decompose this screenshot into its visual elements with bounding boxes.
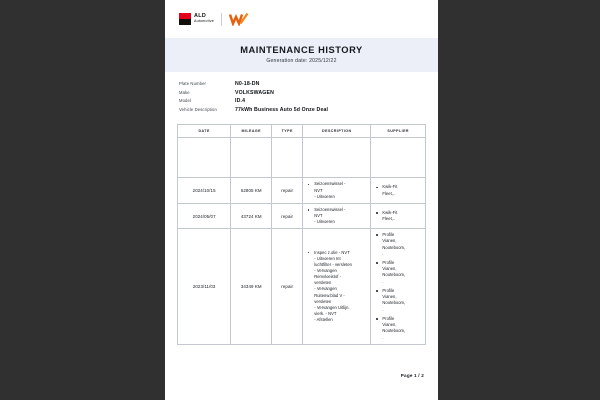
supplier-line: Profile	[382, 316, 395, 322]
vehicle-info-label: Plate Number	[179, 81, 207, 86]
description-line: - Uitvoeren Int	[314, 255, 341, 261]
supplier-bullet-item	[374, 288, 423, 313]
table-row[interactable]	[178, 229, 426, 344]
supplier-line: Profile	[382, 260, 395, 266]
supplier-line: Profile	[382, 232, 395, 238]
column-header[interactable]: MILEAGE	[231, 125, 272, 138]
description-line: Ruitenw.blad V -	[314, 292, 345, 298]
generation-date: Generation date: 2025/12/22	[266, 58, 337, 64]
cell-supplier	[371, 178, 426, 203]
vehicle-info-row	[179, 98, 438, 104]
table-row[interactable]	[178, 178, 426, 203]
supplier-bullet-item	[374, 184, 423, 196]
brand-logo-bar	[165, 0, 438, 38]
description-line: - Uitvoeren	[314, 219, 335, 225]
column-header[interactable]: SUPPLIER	[371, 125, 426, 138]
logo-divider	[221, 13, 222, 26]
supplier-line: Nooteboom,	[382, 244, 406, 250]
cell-date: 2024/05/07	[178, 203, 231, 228]
supplier-line: Nooteboom,	[382, 300, 406, 306]
description-line: Remvloeistof -	[314, 274, 342, 280]
description-line: - Uitvoeren	[314, 193, 335, 199]
description-line: vierk. - NVT	[314, 310, 337, 316]
document-title-band	[165, 38, 438, 72]
cell-type: repair	[272, 229, 303, 344]
description-line: luchtfilter - versleten	[314, 261, 352, 267]
table-body	[178, 138, 426, 344]
maintenance-history-table	[177, 124, 426, 344]
description-line: NVT	[314, 212, 323, 218]
cell-date: 2024/10/15	[178, 178, 231, 203]
supplier-line: Fleet,..	[382, 216, 396, 221]
supplier-line: Nooteboom,	[382, 328, 406, 334]
vehicle-info-row	[179, 81, 438, 87]
cell-mileage: 52805 KM	[231, 178, 272, 203]
vehicle-info-label: Make	[179, 89, 190, 95]
cell-type	[272, 138, 303, 178]
supplier-line: Profile	[382, 288, 395, 294]
vehicle-info-row	[179, 107, 438, 113]
vehicle-info-row	[179, 90, 438, 96]
description-line: Seizoenswissel -	[314, 181, 346, 187]
description-line: - Vervangen	[314, 268, 337, 273]
description-line: - Vervangen Uitlijn.	[314, 304, 350, 310]
description-bullet-list	[306, 181, 368, 199]
column-header[interactable]: DATE	[178, 125, 231, 138]
table-header	[178, 125, 426, 138]
vehicle-info-value: ID.4	[235, 98, 246, 105]
table-header-row	[178, 125, 426, 138]
cell-mileage: 34349 KM	[231, 229, 272, 344]
supplier-bullet-item	[374, 260, 423, 285]
supplier-bullet-list	[374, 210, 423, 222]
description-bullet-list	[306, 207, 368, 225]
supplier-bullet-item	[374, 210, 423, 222]
cell-supplier	[371, 203, 426, 228]
cell-mileage	[231, 138, 272, 178]
description-bullet-item	[306, 181, 368, 199]
supplier-bullet-item	[374, 316, 423, 341]
supplier-line: Kwik-Fit	[382, 184, 398, 190]
ald-logo-line2: Automotive	[194, 19, 214, 24]
ald-square-icon	[179, 13, 191, 25]
vehicle-info-block	[165, 72, 438, 113]
cell-description	[303, 178, 371, 203]
cell-type: repair	[272, 178, 303, 203]
w-brand-logo	[229, 13, 249, 26]
description-line: NVT	[314, 187, 323, 193]
supplier-bullet-list	[374, 184, 423, 196]
supplier-line: Vianen,	[382, 294, 397, 300]
table-row[interactable]	[178, 138, 426, 178]
description-bullet-item	[306, 250, 368, 324]
cell-description	[303, 203, 371, 228]
cell-mileage: 43724 KM	[231, 203, 272, 228]
page-title: MAINTENANCE HISTORY	[240, 45, 363, 55]
supplier-line: .	[382, 250, 384, 256]
supplier-line: Fleet,..	[382, 190, 396, 196]
supplier-line: Kwik-Fit	[382, 209, 398, 215]
vehicle-info-label: Model	[179, 98, 192, 104]
supplier-bullet-list	[374, 232, 423, 340]
vehicle-info-value: N0-18-DN	[235, 81, 260, 87]
description-line: - Vervangen	[314, 286, 337, 292]
description-line: versleten	[314, 298, 332, 304]
cell-supplier	[371, 229, 426, 344]
cell-type: repair	[272, 203, 303, 228]
cell-description	[303, 229, 371, 344]
cell-date	[178, 138, 231, 178]
description-bullet-list	[306, 250, 368, 324]
description-line: versleten	[314, 280, 332, 286]
supplier-line: Nooteboom,	[382, 272, 406, 278]
description-line: Inspec z.olie - NVT	[314, 249, 350, 255]
description-line: - Afstellen	[314, 317, 333, 323]
supplier-line: .	[382, 334, 384, 340]
column-header[interactable]: TYPE	[272, 125, 303, 138]
cell-date: 2023/11/03	[178, 229, 231, 344]
table-row[interactable]	[178, 203, 426, 228]
supplier-bullet-item	[374, 232, 423, 257]
description-line: Seizoenswissel -	[314, 206, 346, 212]
ald-automotive-logo	[179, 13, 214, 25]
column-header[interactable]: DESCRIPTION	[303, 125, 371, 138]
vehicle-info-label: Vehicle Description	[179, 106, 217, 112]
supplier-line: Vianen,	[382, 322, 397, 328]
cell-description	[303, 138, 371, 178]
supplier-line: Vianen,	[382, 266, 397, 272]
maintenance-table-wrap	[165, 115, 438, 344]
vehicle-info-value: 77kWh Business Auto 5d Onze Deal	[235, 106, 329, 113]
supplier-line: .	[382, 278, 384, 284]
supplier-line: Vianen,	[382, 238, 397, 244]
cell-supplier	[371, 138, 426, 178]
description-bullet-item	[306, 207, 368, 225]
vehicle-info-value: VOLKSWAGEN	[235, 89, 274, 96]
supplier-line: .	[382, 306, 384, 312]
ald-logo-line1: ALD	[194, 13, 207, 20]
document-page	[165, 0, 438, 400]
page-number-footer: Page 1 / 2	[400, 373, 424, 378]
